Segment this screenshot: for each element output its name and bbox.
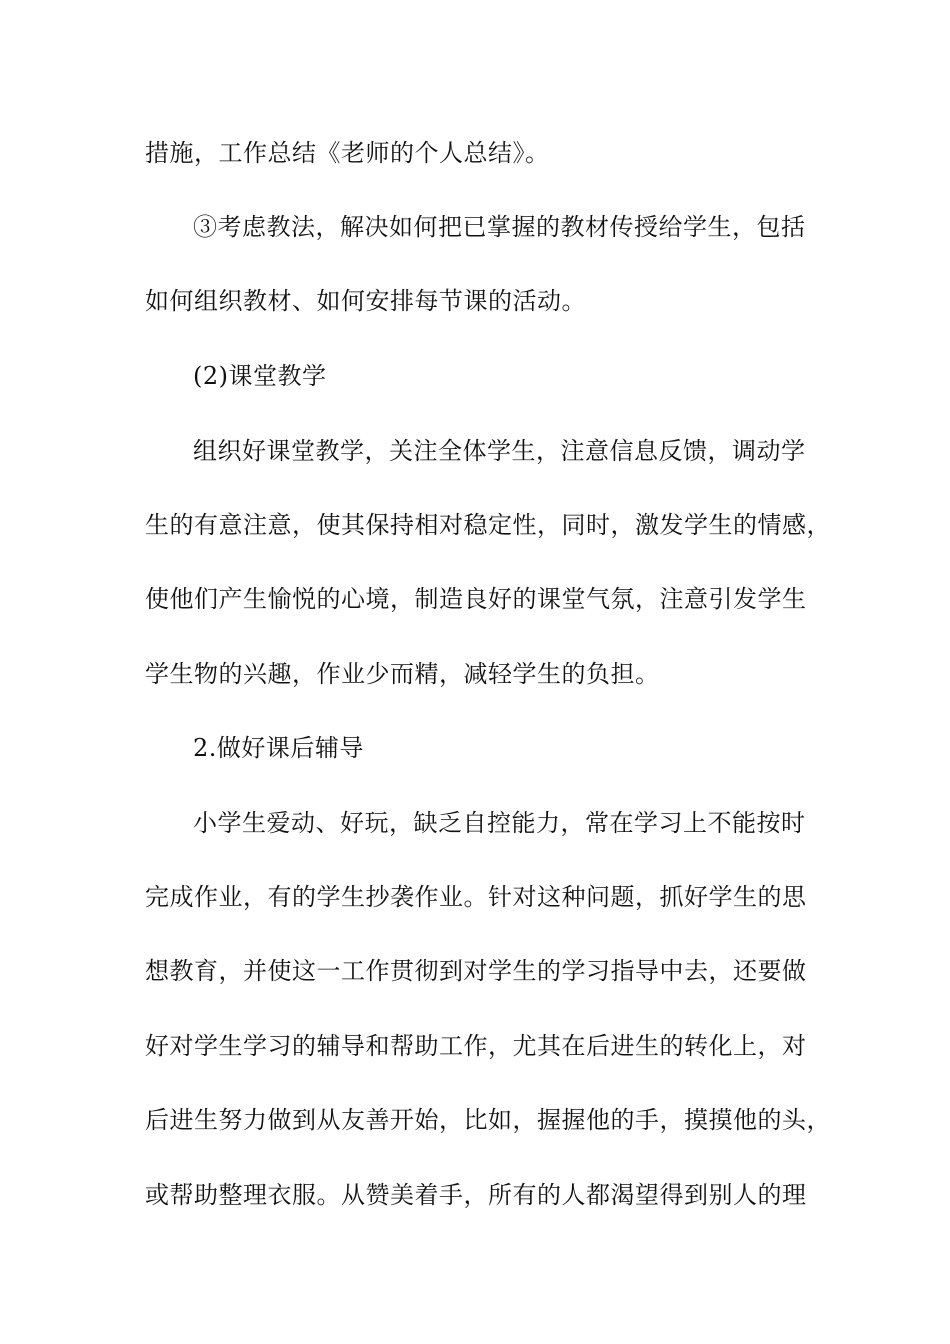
text-line: 措施，工作总结《老师的个人总结》。 [145,139,550,167]
text-line: 学生物的兴趣，作业少而精，减轻学生的负担。 [145,660,660,688]
text-line: 后进生努力做到从友善开始，比如，握握他的手，摸摸他的头， [145,1106,831,1134]
text-line: ③考虑教法，解决如何把已掌握的教材传授给学生，包括 [193,213,806,241]
text-line: 如何组织教材、如何安排每节课的活动。 [145,287,586,315]
text-line: 生的有意注意，使其保持相对稳定性，同时，激发学生的情感， [145,511,831,539]
section-heading: (2)课堂教学 [193,362,327,390]
text-line: 完成作业，有的学生抄袭作业。针对这种问题，抓好学生的思 [145,883,807,911]
section-heading: 2.做好课后辅导 [193,734,364,762]
text-line: 使他们产生愉悦的心境，制造良好的课堂气氛，注意引发学生 [145,585,807,613]
text-line: 或帮助整理衣服。从赞美着手，所有的人都渴望得到别人的理 [145,1181,807,1209]
text-line: 小学生爱动、好玩，缺乏自控能力，常在学习上不能按时 [193,809,806,837]
text-line: 想教育，并使这一工作贯彻到对学生的学习指导中去，还要做 [145,957,807,985]
text-line: 组织好课堂教学，关注全体学生，注意信息反馈，调动学 [193,437,806,465]
text-line: 好对学生学习的辅导和帮助工作，尤其在后进生的转化上，对 [145,1032,807,1060]
